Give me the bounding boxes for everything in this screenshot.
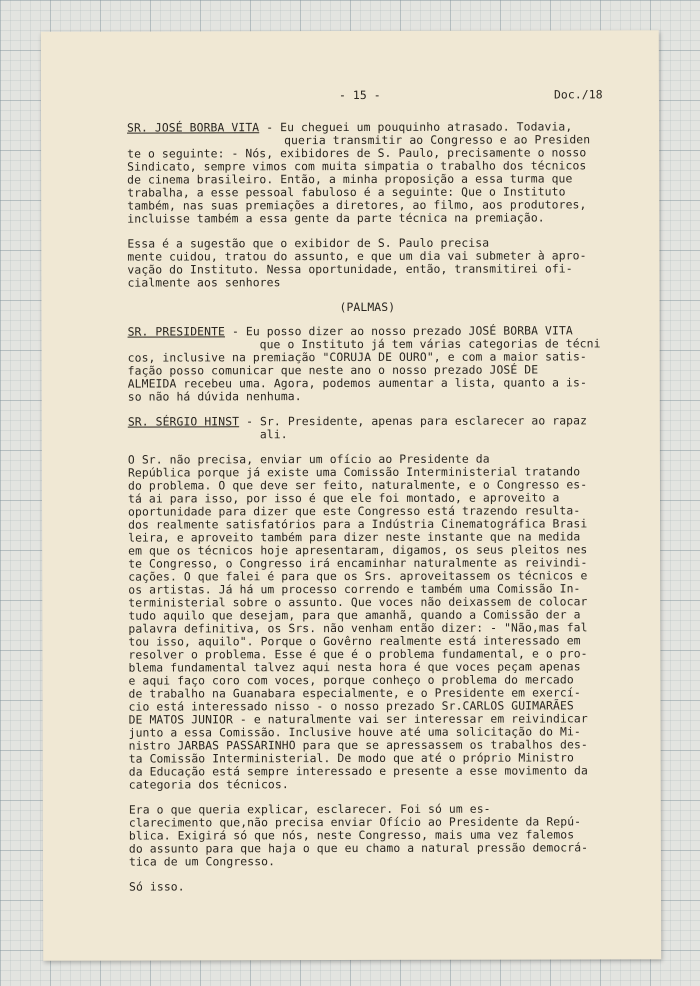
- speech-first-line: [128, 414, 587, 428]
- speech-line: e aqui faço coro com voces, porque conheço o problema do mercado: [128, 672, 574, 688]
- speech-line: vação do Instituto. Nessa oportunidade, então, transmitirei ofi-: [127, 261, 573, 277]
- speech-line: queria transmitir ao Congresso e ao Presiden: [284, 132, 591, 148]
- speech-line: também, nas suas premiações a diretores, ao filmo, aos produtores,: [127, 197, 587, 213]
- speech-line: dos realmente satisfatórios para a Indústria Cinematográfica Brasi: [128, 516, 588, 532]
- speech-line: mente cuidou, tratou do assunto, e que um dia vai submeter à apro-: [127, 248, 587, 264]
- speech-line: clarecimento que,não precisa enviar Ofício ao Presidente da Repú-: [128, 814, 582, 830]
- speech-line: resolver o problema. Esse é que é o problema fundamental, e o pro-: [128, 646, 588, 662]
- doc-reference: Doc./18: [553, 87, 603, 102]
- speech-line: Era o que queria explicar, esclarecer. Foi só um es-: [128, 801, 491, 817]
- speech-line: ali.: [259, 427, 288, 442]
- speech-line: cio está interessado nisso - o nosso prezado Sr.CARLOS GUIMARÃES: [128, 698, 574, 714]
- page-number: - 15 -: [338, 87, 381, 103]
- speech-line: - Eu posso dizer ao nosso prezado JOSÉ BORBA VITA: [224, 323, 573, 339]
- speaker-name: SR. PRESIDENTE: [127, 324, 226, 339]
- speech-line: so não há dúvida nenhuma.: [127, 389, 302, 404]
- document-page: [41, 30, 661, 961]
- speech-line: incluisse também a essa gente da parte técnica na premiação.: [127, 210, 545, 226]
- speech-line: cialmente aos senhores: [127, 275, 281, 290]
- speech-line: cos, inclusive na premiação "CORUJA DE OURO", e com a maior satis-: [127, 349, 587, 365]
- speech-line: tá ai para isso, por isso é que ele foi montado, e aproveito a: [127, 490, 560, 506]
- speech-line: leira, e aproveito também para dizer neste instante que na medida: [128, 529, 581, 545]
- speech-line: nistro JARBAS PASSARINHO para que se apressassem os trabalhos des-: [128, 737, 588, 753]
- applause-note: (PALMAS): [339, 299, 396, 315]
- speech-line: ta Comissão Interministerial. De modo que até o próprio Ministro: [128, 750, 575, 766]
- speech-line: de trabalho na Guanabara especialmente, e o Presidente em exercí-: [128, 685, 581, 701]
- speech-line: blica. Exigirá só que nós, neste Congresso, mais uma vez falemos: [128, 827, 575, 843]
- speech-line: os artistas. Já há um processo correndo e também uma Comissão In-: [128, 581, 581, 597]
- speech-line: te o seguinte: - Nós, exibidores de S. Paulo, precisamente o nosso: [127, 145, 587, 161]
- speech-line: Só isso.: [129, 879, 185, 894]
- speech-line: junto a essa Comissão. Inclusive houve até uma solicitação do Mi-: [128, 724, 581, 740]
- speech-line: O Sr. não precisa, enviar um ofício ao Presidente da: [127, 451, 490, 467]
- speaker-name: SR. SÉRGIO HINST: [127, 414, 240, 429]
- speech-line: tica de um Congresso.: [128, 854, 276, 869]
- speech-line: de cinema brasileiro. Então, a minha proposição a essa turma que: [127, 171, 573, 187]
- speech-line: fação posso comunicar que neste ano o nosso prezado JOSÉ DE: [127, 362, 539, 378]
- speech-line: - Eu cheguei um pouquinho atrasado. Todavia,: [259, 119, 573, 135]
- speech-line: - Sr. Presidente, apenas para esclarecer ao rapaz: [239, 413, 588, 429]
- speaker-name: SR. JOSÉ BORBA VITA: [127, 120, 260, 135]
- speech-line: Sindicato, sempre vimos com muita simpatia o trabalho dos técnicos: [127, 158, 587, 174]
- speech-line: te Congresso, o Congresso irá encaminhar naturalmente as reivindi-: [128, 555, 588, 571]
- speech-line: Essa é a sugestão que o exibidor de S. Paulo precisa: [127, 235, 490, 251]
- speech-line: DE MATOS JUNIOR - e naturalmente vai ser interessar em reivindicar: [128, 711, 588, 727]
- speech-line: oportunidade para dizer que este Congresso está trazendo resulta-: [128, 503, 581, 519]
- speech-line: tou isso, aquilo". Porque o Govêrno realmente está interessado em: [128, 633, 581, 649]
- speech-line: da Educação está sempre interessado e presente a esse movimento da: [128, 763, 588, 779]
- speech-line: trabalha, a esse pessoal fabuloso é a seguinte: Que o Instituto: [127, 184, 566, 200]
- speech-line: palavra definitiva, os Srs. não venham então dizer: - "Não,mas fal: [128, 620, 588, 636]
- speech-line: blema fundamental talvez aqui nesta hora é que voces peçam apenas: [128, 659, 581, 675]
- speech-line: categoria dos técnicos.: [128, 777, 289, 792]
- speech-line: do assunto para que haja o que eu chamo a natural pressão democrá-: [128, 840, 589, 856]
- speech-line: República porque já existe uma Comissão Interministerial tratando: [127, 464, 581, 480]
- speech-line: que o Instituto já tem várias categorias de técni: [259, 336, 601, 352]
- speech-line: tudo aquilo que desejam, para que amanhã, quando a Comissão der a: [128, 607, 581, 623]
- speech-line: terministerial sobre o assunto. Que voces não deixassem de colocar: [128, 594, 588, 610]
- speech-line: do problema. O que deve ser feito, naturalmente, e o Congresso es-: [127, 477, 588, 493]
- speech-line: ALMEIDA recebeu uma. Agora, podemos aumentar a lista, quanto a is-: [127, 375, 587, 391]
- speech-line: cações. O que falei é para que os Srs. aproveitassem os técnicos e: [128, 568, 588, 584]
- speech-line: em que os técnicos hoje apresentaram, digamos, os seus pleitos nes: [128, 542, 588, 558]
